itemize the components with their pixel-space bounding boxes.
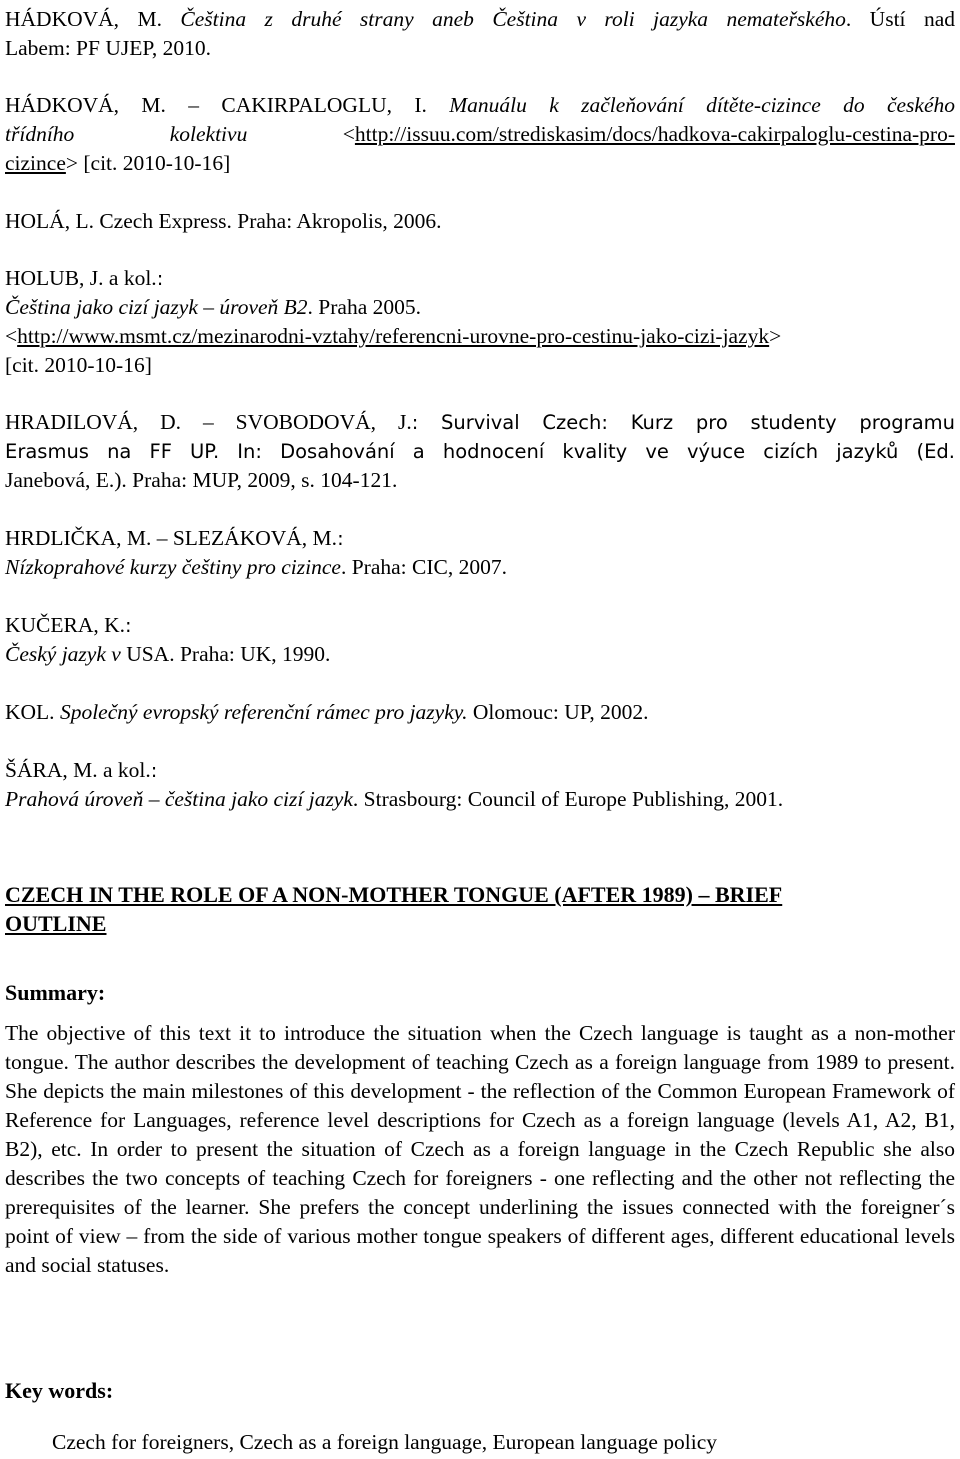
reference-line: Labem: PF UJEP, 2010. — [5, 36, 212, 60]
reference-line: HRDLIČKA, M. – SLEZÁKOVÁ, M.: — [5, 526, 344, 550]
reference-line — [5, 5, 955, 34]
keywords-text: Czech for foreigners, Czech as a foreign language, European language policy — [52, 1430, 718, 1454]
reference-title: Společný evropský referenční rámec pro jazyky. — [59, 700, 468, 724]
reference-line — [5, 91, 955, 120]
reference-title: : Survival Czech: Kurz pro studenty programu — [411, 411, 955, 434]
reference-title: Manuálu k začleňování dítěte-cizince do českého — [449, 93, 956, 117]
reference-line: [cit. 2010-10-16] — [5, 353, 152, 377]
reference-line — [5, 408, 955, 437]
summary-title: Summary: — [5, 980, 106, 1005]
reference-publisher: . Ústí nad — [845, 7, 955, 31]
reference-line: Janebová, E.). Praha: MUP, 2009, s. 104-121. — [5, 468, 398, 492]
reference-line: KUČERA, K.: — [5, 613, 132, 637]
reference-line: Český jazyk v USA. Praha: UK, 1990. — [5, 642, 331, 666]
reference-line: Čeština jako cizí jazyk – úroveň B2. Praha 2005. — [5, 295, 421, 319]
reference-author: KUČERA, K. — [5, 613, 126, 637]
reference-author: HRADILOVÁ, D. – SVOBODOVÁ, J. — [5, 410, 412, 434]
reference-url-link[interactable]: cizince — [5, 151, 66, 175]
reference-url-link[interactable]: http://www.msmt.cz/mezinarodni-vztahy/referencni-urovne-pro-cestinu-jako-cizi-jazyk — [17, 324, 770, 348]
reference-title: Český jazyk v — [5, 642, 127, 666]
reference-author: ŠÁRA, M. a kol. — [5, 758, 151, 782]
reference-author: KOL. — [5, 700, 60, 724]
keywords-title: Key words: — [5, 1378, 114, 1403]
reference-line: HOLUB, J. a kol.: — [5, 266, 164, 290]
reference-author: HOLUB, J. a kol. — [5, 266, 157, 290]
reference-author: HÁDKOVÁ, M. – CAKIRPALOGLU, I. — [5, 93, 450, 117]
reference-line: ŠÁRA, M. a kol.: — [5, 758, 158, 782]
reference-kol: KOL. Společný evropský referenční rámec pro jazyky. Olomouc: UP, 2002. — [5, 700, 649, 724]
reference-title: Čeština jako cizí jazyk – úroveň B2 — [5, 295, 308, 319]
reference-author: HRDLIČKA, M. – SLEZÁKOVÁ, M. — [5, 526, 338, 550]
article-heading — [5, 880, 955, 938]
reference-line: Prahová úroveň – čeština jako cizí jazyk. Strasbourg: Council of Europe Publishing, 2001. — [5, 787, 784, 811]
reference-url-link[interactable]: http://issuu.com/strediskasim/docs/hadkova-cakirpaloglu-cestina-pro- — [354, 122, 955, 146]
article-heading-line-1: CZECH IN THE ROLE OF A NON-MOTHER TONGUE (AFTER 1989) – BRIEF — [5, 882, 783, 907]
reference-title: třídního kolektivu — [5, 122, 248, 146]
reference-cited-date: > [cit. 2010-10-16] — [65, 151, 231, 175]
reference-line: Nízkoprahové kurzy češtiny pro cizince. Praha: CIC, 2007. — [5, 555, 507, 579]
reference-author: HÁDKOVÁ, M. — [5, 7, 181, 31]
reference-line: <http://www.msmt.cz/mezinarodni-vztahy/referencni-urovne-pro-cestinu-jako-cizi-jazyk> — [5, 324, 782, 348]
reference-title: Nízkoprahové kurzy češtiny pro cizince — [5, 555, 341, 579]
reference-title: Čeština z druhé strany aneb Čeština v roli jazyka nemateřského — [180, 7, 846, 31]
reference-title: Prahová úroveň – čeština jako cizí jazyk — [5, 787, 353, 811]
reference-line: Erasmus na FF UP. In: Dosahování a hodnocení kvality ve výuce cizích jazyků (Ed. — [5, 440, 955, 463]
article-heading-line-2: OUTLINE — [5, 911, 107, 936]
reference-line — [5, 149, 230, 178]
reference-line: třídního kolektivu <http://issuu.com/strediskasim/docs/hadkova-cakirpaloglu-cestina-pro- — [5, 122, 955, 146]
reference-hola: HOLÁ, L. Czech Express. Praha: Akropolis, 2006. — [5, 209, 442, 233]
summary-text: The objective of this text it to introduce the situation when the Czech language is taught as a non-mother tongue. The author describes the development of teaching Czech as a foreign language from 1989 to present. She depicts the main milestones of this development - the reflection of the Common European Framework of Reference for Languages, reference level descriptions for Czech as a foreign language (levels A1, A2, B1, B2), etc. In order to present the situation of Czech as a foreign language in the Czech Republic she also describes the two concepts of teaching Czech for foreigners - one reflecting and the other not reflecting the prerequisites of the learner. She prefers the concept underlining the issues connected with the foreigner´s point of view – from the side of various mother tongue speakers of different ages, different educational levels and social statuses. — [5, 1021, 955, 1277]
